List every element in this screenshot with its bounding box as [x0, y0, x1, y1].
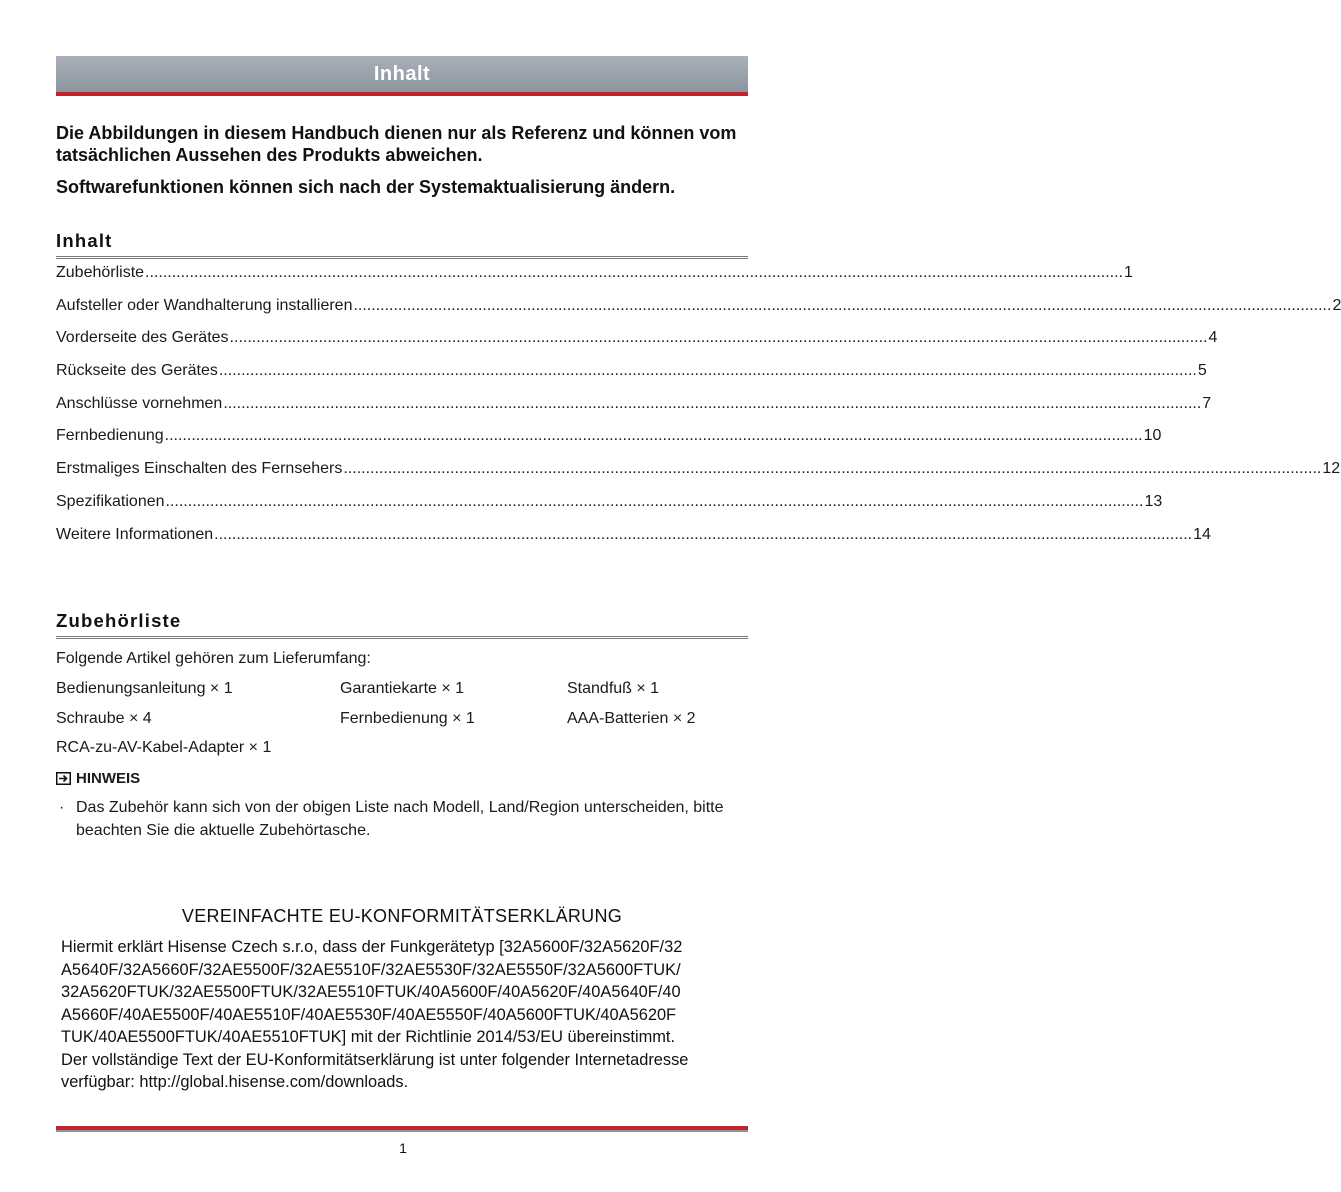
declaration-body: Hiermit erklärt Hisense Czech s.r.o, dass der Funkgerätetyp [32A5600F/32A5620F/32 A5640F/32A5660F/32AE5500F/32AE5510F/32AE5530F/32AE5550F/32A5600FTUK/ 32A5620FTUK/32AE5500FTUK/32AE5510FTUK/40A5600F/40A5620F/40A5640F/40 A5660F/40AE5500F/40AE5510F/40AE5530F/40AE5550F/40A5600FTUK/40A5620F TUK/40AE5500FTUK/40AE5510FTUK] mit der Richtlinie 2014/53/EU übereinstimmt. Der vollständige Text der EU-Konformitätserklärung ist unter folgender Internetadresse verfügbar: http://global.hisense.com/downloads.: [61, 938, 689, 1091]
accessory-item: Bedienungsanleitung × 1: [56, 680, 233, 697]
accessory-item: AAA-Batterien × 2: [567, 709, 696, 727]
toc-leader: ............................................................................................................................................................................................................................: [353, 296, 1332, 314]
toc-item-page: 1: [1124, 264, 1133, 281]
toc-item[interactable]: [56, 460, 1341, 493]
page-number: 1: [399, 1140, 407, 1156]
toc-item[interactable]: [56, 394, 1212, 428]
table-of-contents: [56, 264, 1341, 558]
toc-item-page: 5: [1197, 362, 1207, 380]
toc-item-page: 4: [1208, 329, 1218, 347]
note-header: [56, 770, 756, 787]
toc-leader: ............................................................................................................................................................................................................................: [343, 460, 1322, 478]
toc-leader: ............................................................................................................................................................................................................................: [218, 362, 1197, 380]
toc-item-label: Spezifikationen: [56, 492, 165, 510]
toc-heading: Inhalt: [56, 230, 748, 259]
accessory-item: RCA-zu-AV-Kabel-Adapter × 1: [56, 739, 272, 756]
toc-item-page: 12: [1322, 460, 1341, 478]
accessories-heading: Zubehörliste: [56, 610, 748, 639]
toc-item-label: Aufsteller oder Wandhalterung installieren: [56, 296, 353, 314]
toc-item[interactable]: [56, 296, 1341, 330]
intro-disclaimer: Die Abbildungen in diesem Handbuch dienen nur als Referenz und können vom tatsächlichen Aussehen des Produkts abweichen.: [56, 123, 737, 165]
note-bullet: ·: [59, 799, 65, 816]
accessories-row: [56, 739, 756, 769]
toc-item-page: 2: [1332, 296, 1341, 314]
toc-leader: ............................................................................................................................................................................................................................: [223, 394, 1202, 412]
footer-divider: [56, 1126, 748, 1132]
accessories-row: [56, 680, 756, 710]
toc-item-label: Fernbedienung: [56, 427, 164, 445]
toc-item[interactable]: [56, 525, 1211, 559]
note-item: [56, 796, 756, 842]
toc-item[interactable]: [56, 264, 1133, 297]
accessory-item: Standfuß × 1: [567, 680, 660, 697]
accessories-lead: Folgende Artikel gehören zum Lieferumfang:: [56, 650, 371, 667]
accessory-item: [340, 739, 567, 769]
note-heading: HINWEIS: [76, 770, 141, 787]
toc-leader: ............................................................................................................................................................................................................................: [165, 492, 1144, 510]
toc-item-page: 14: [1193, 525, 1211, 543]
toc-item[interactable]: [56, 362, 1207, 395]
intro-software-note: Softwarefunktionen können sich nach der Systemaktualisierung ändern.: [56, 177, 676, 197]
toc-item-label: Erstmaliges Einschalten des Fernsehers: [56, 460, 343, 478]
toc-leader: ............................................................................................................................................................................................................................: [164, 427, 1143, 445]
toc-item[interactable]: [56, 329, 1218, 362]
note-text: Das Zubehör kann sich von der obigen Liste nach Modell, Land/Region unterscheiden, bitte beachten Sie die aktuelle Zubehörtasche.: [76, 799, 724, 839]
declaration-title: VEREINFACHTE EU-KONFORMITÄTSERKLÄRUNG: [181, 906, 623, 926]
accessories-list: [56, 650, 756, 769]
intro: [56, 122, 756, 198]
accessory-item: Garantiekarte × 1: [340, 680, 465, 697]
header-bar: [56, 56, 748, 96]
toc-item[interactable]: [56, 427, 1162, 460]
note-block: [56, 770, 756, 842]
accessories-row: [56, 710, 756, 740]
toc-item-label: Zubehörliste: [56, 264, 145, 281]
toc-leader: ............................................................................................................................................................................................................................: [214, 525, 1193, 543]
toc-leader: ............................................................................................................................................................................................................................: [229, 329, 1208, 347]
toc-item-page: 7: [1202, 394, 1212, 412]
accessory-item: Fernbedienung × 1: [340, 709, 475, 727]
toc-item-label: Anschlüsse vornehmen: [56, 394, 223, 412]
toc-item-label: Weitere Informationen: [56, 525, 214, 543]
accessory-item: Schraube × 4: [56, 709, 152, 727]
toc-item-page: 13: [1144, 492, 1163, 510]
note-arrow-icon: [56, 772, 71, 785]
toc-item-page: 10: [1143, 427, 1162, 445]
page-title: Inhalt: [373, 62, 431, 85]
toc-leader: ............................................................................................................................................................................................................................: [145, 264, 1124, 281]
toc-item-label: Rückseite des Gerätes: [56, 362, 218, 380]
toc-item-label: Vorderseite des Gerätes: [56, 329, 229, 347]
toc-item[interactable]: [56, 492, 1163, 526]
